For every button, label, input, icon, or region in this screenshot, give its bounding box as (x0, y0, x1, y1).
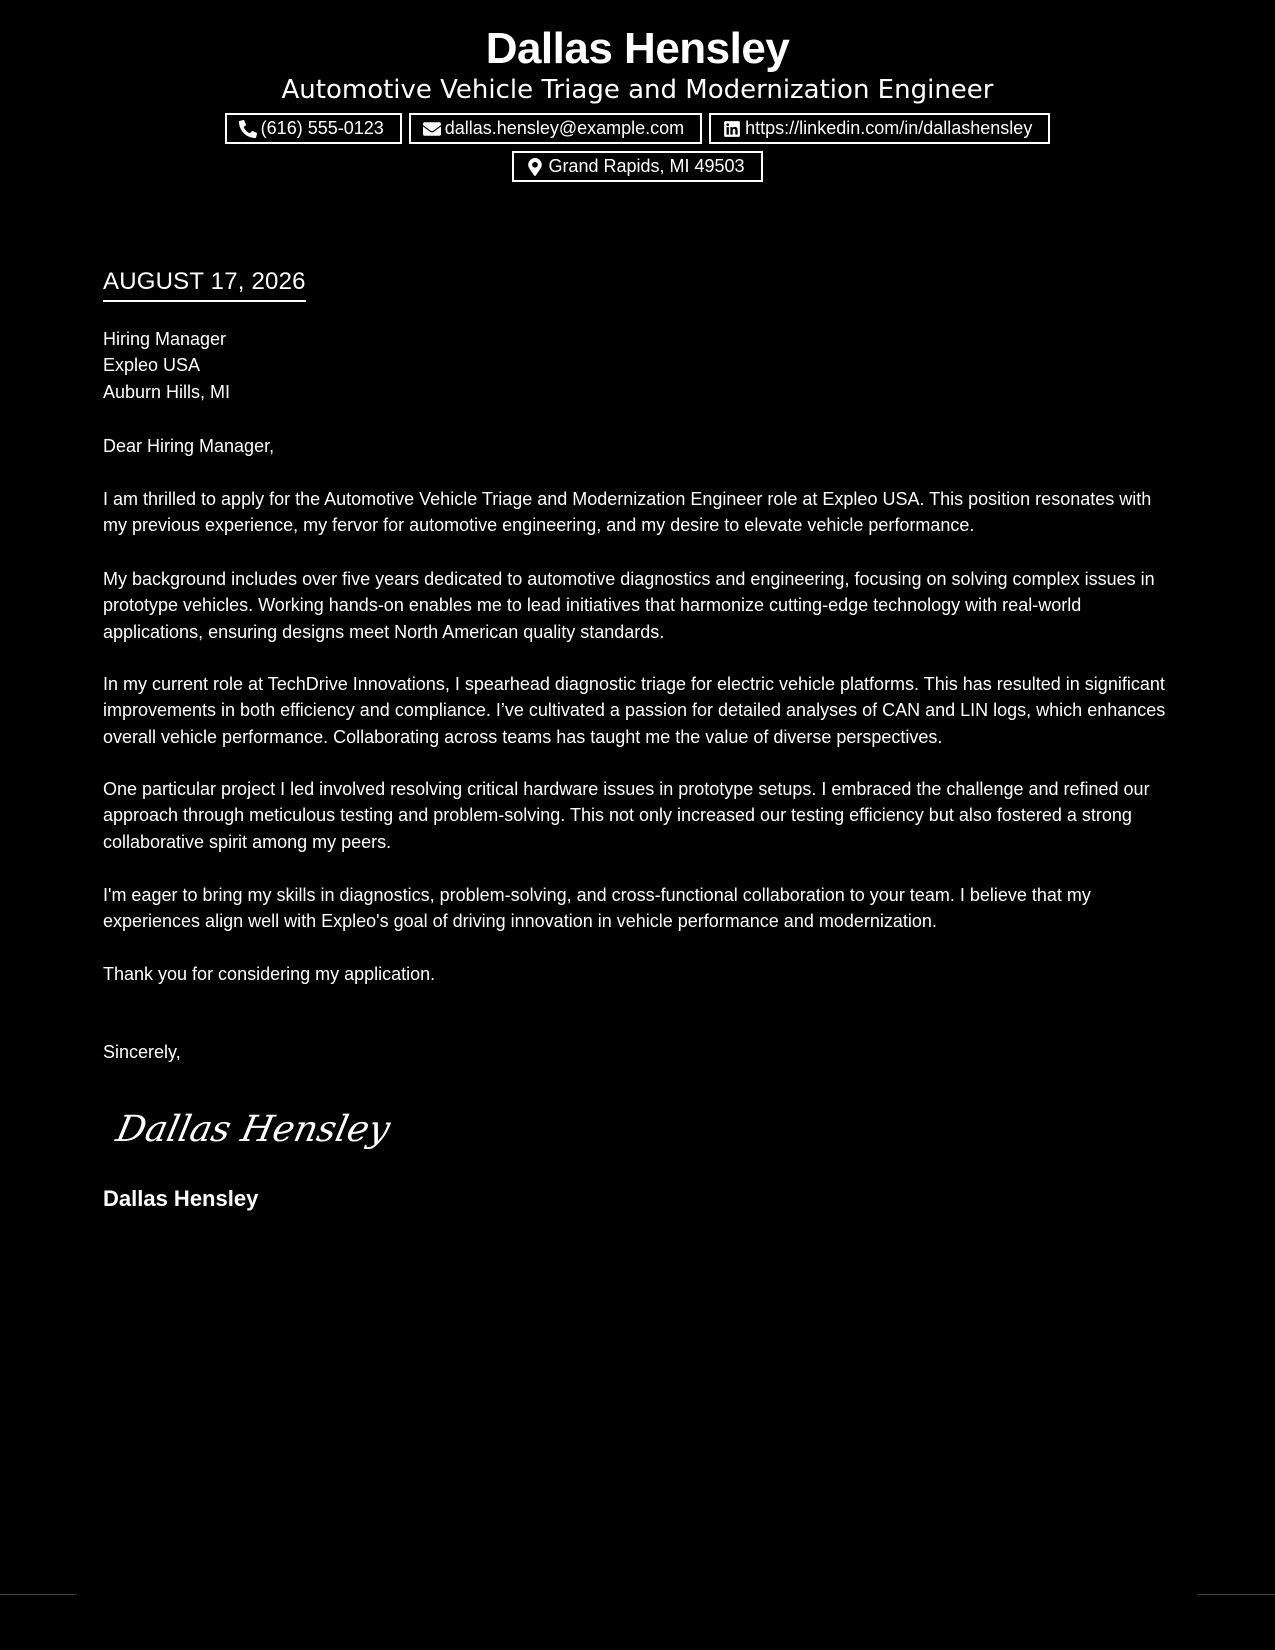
location-text: Grand Rapids, MI 49503 (548, 156, 745, 176)
greeting: Dear Hiring Manager, (103, 436, 275, 456)
footer-divider (0, 1594, 77, 1595)
contact-row (0, 113, 1275, 144)
applicant-title: Automotive Vehicle Triage and Modernization Engineer (281, 75, 994, 105)
recipient-block (103, 326, 1178, 405)
recipient-line: Expleo USA (103, 355, 201, 376)
phone-chip[interactable] (225, 113, 402, 144)
linkedin-text: https://linkedin.com/in/dallashensley (745, 118, 1033, 138)
signed-name: Dallas Hensley (103, 1186, 259, 1211)
footer-divider (1198, 1594, 1275, 1595)
phone-icon (239, 120, 257, 138)
body-paragraph: My background includes over five years dedicated to automotive diagnostics and engineering, focusing on solving complex issues in prototype vehicles. Working hands-on enables me to lead initiatives that harmonize cutting-edge technology with real-world applications, ensuring designs meet North American quality standards. (103, 569, 1155, 642)
email-text: dallas.hensley@example.com (444, 118, 685, 138)
letter-date: AUGUST 17, 2026 (103, 266, 306, 302)
recipient-line: Hiring Manager (103, 329, 227, 349)
contact-row-location (0, 151, 1275, 182)
body-paragraph: Thank you for considering my application. (103, 964, 436, 984)
signature-text: Dallas Hensley (112, 1107, 394, 1150)
body-paragraph: One particular project I led involved resolving critical hardware issues in prototype setups. I embraced the challenge and refined our approach through meticulous testing and problem-solving. This not only increased our testing efficiency but also fostered a strong collaborative spirit among my peers. (103, 779, 1150, 852)
map-marker-icon (526, 158, 544, 176)
applicant-name: Dallas Hensley (485, 24, 790, 73)
linkedin-chip[interactable] (709, 113, 1050, 144)
location-chip (512, 151, 762, 182)
linkedin-icon (723, 120, 741, 138)
body-paragraph: I am thrilled to apply for the Automotive Vehicle Triage and Modernization Engineer role at Expleo USA. This position resonates with my previous experience, my fervor for automotive engineering, and my desire to elevate vehicle performance. (103, 489, 1152, 536)
body-paragraph: In my current role at TechDrive Innovations, I spearhead diagnostic triage for electric vehicle platforms. This has resulted in significant improvements in both efficiency and compliance. I’ve cultivated a passion for detailed analyses of CAN and LIN logs, which enhances overall vehicle performance. Collaborating across teams has taught me the value of diverse perspectives. (103, 674, 1166, 747)
body-paragraph: I'm eager to bring my skills in diagnostics, problem-solving, and cross-functional collaboration to your team. I believe that my experiences align well with Expleo's goal of driving innovation in vehicle performance and modernization. (103, 885, 1091, 932)
phone-text: (616) 555-0123 (260, 118, 384, 138)
email-chip[interactable] (409, 113, 702, 144)
handwritten-signature (112, 1097, 394, 1157)
recipient-line: Auburn Hills, MI (103, 381, 231, 402)
envelope-icon (423, 120, 441, 138)
closing: Sincerely, (103, 1042, 181, 1062)
